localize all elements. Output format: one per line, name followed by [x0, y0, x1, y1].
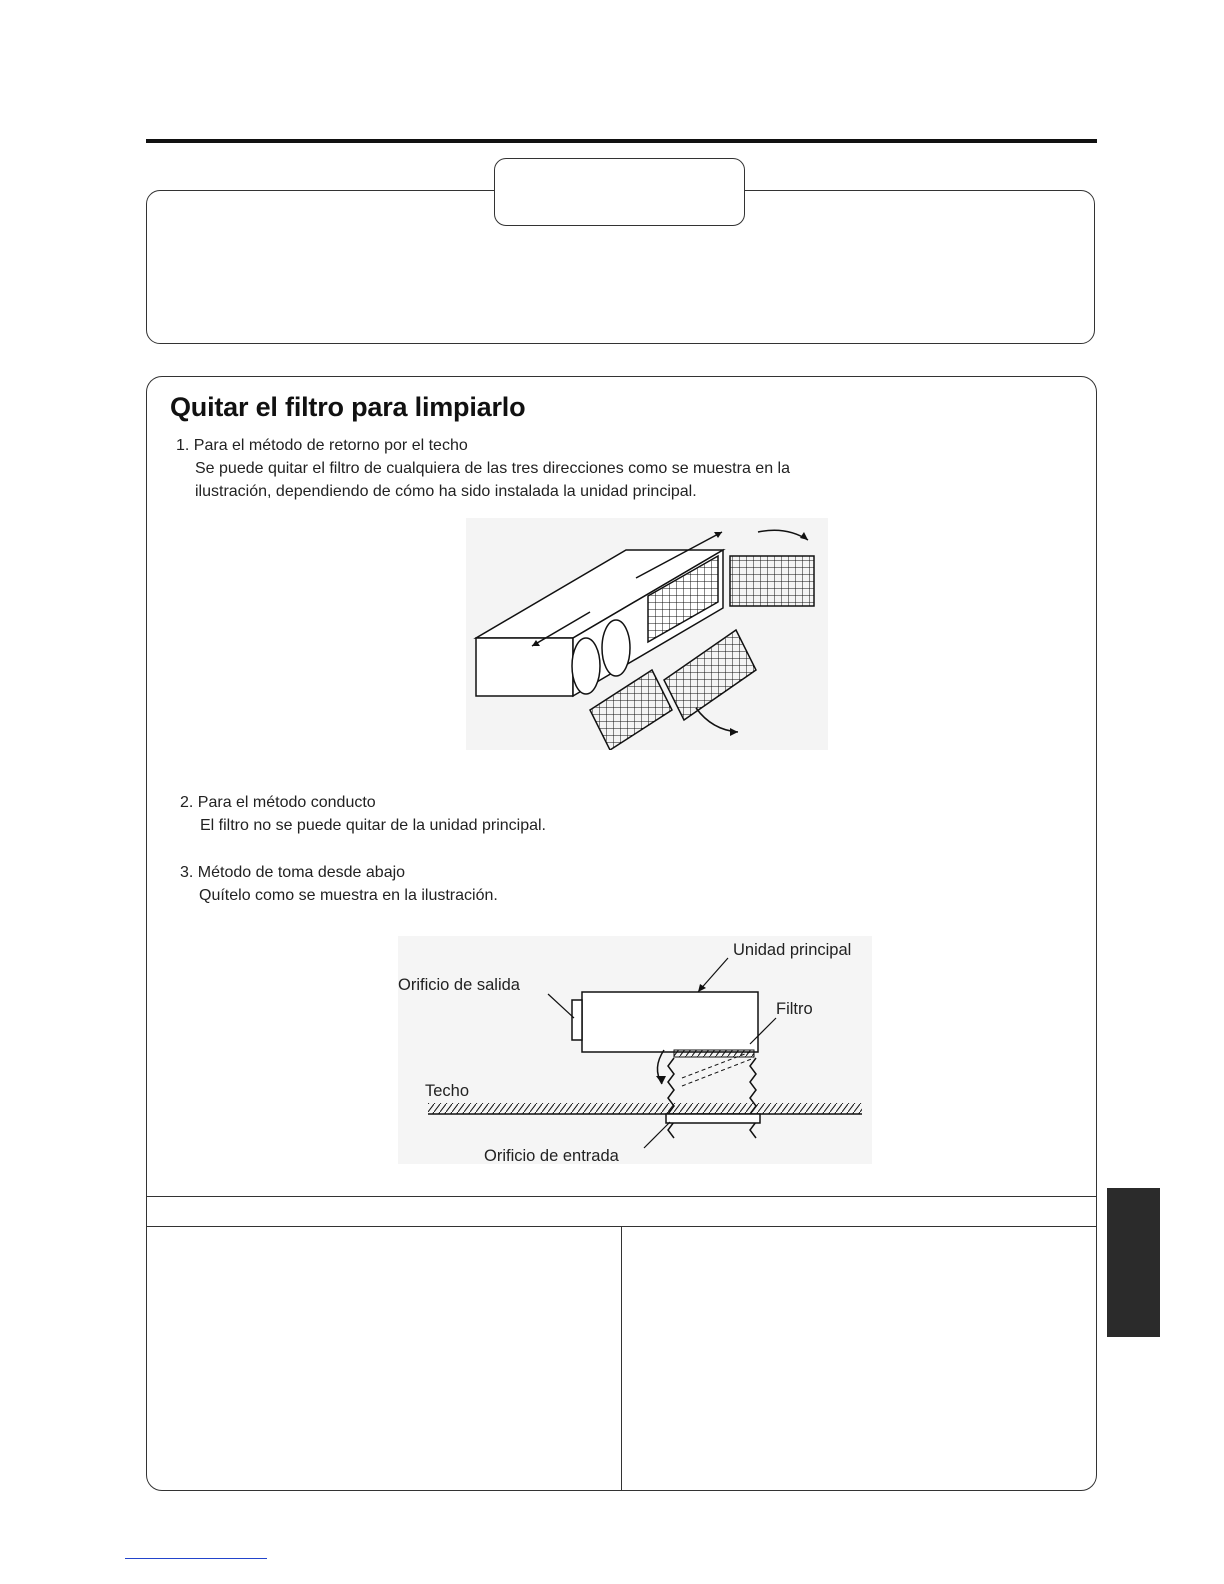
- bottom-intake-illustration: [398, 936, 872, 1164]
- step1-text-line1: Se puede quitar el filtro de cualquiera de las tres direcciones como se muestra en la: [195, 460, 790, 477]
- section-heading: Quitar el filtro para limpiarlo: [170, 392, 526, 422]
- section-side-tab: [1107, 1188, 1160, 1337]
- footer-link-underline: [125, 1558, 267, 1559]
- filter-removal-illustration: [466, 518, 828, 750]
- step1-title: 1. Para el método de retorno por el techo: [176, 437, 468, 454]
- label-filter: Filtro: [776, 1000, 813, 1018]
- table-header-top-divider: [147, 1196, 1096, 1197]
- label-ceiling: Techo: [425, 1082, 470, 1100]
- label-outlet: Orificio de salida: [398, 976, 520, 994]
- label-main-unit: Unidad principal: [733, 941, 852, 959]
- header-title-tab: [494, 158, 745, 226]
- top-rule: [146, 139, 1097, 143]
- table-column-divider: [621, 1227, 622, 1490]
- label-inlet: Orificio de entrada: [484, 1147, 619, 1165]
- step3-title: 3. Método de toma desde abajo: [180, 864, 406, 881]
- step1-text-line2: ilustración, dependiendo de cómo ha sido instalada la unidad principal.: [195, 483, 697, 500]
- step2-text-line1: El filtro no se puede quitar de la unidad principal.: [200, 817, 546, 834]
- step3-text-line1: Quítelo como se muestra en la ilustración.: [199, 887, 498, 904]
- step2-title: 2. Para el método conducto: [180, 794, 376, 811]
